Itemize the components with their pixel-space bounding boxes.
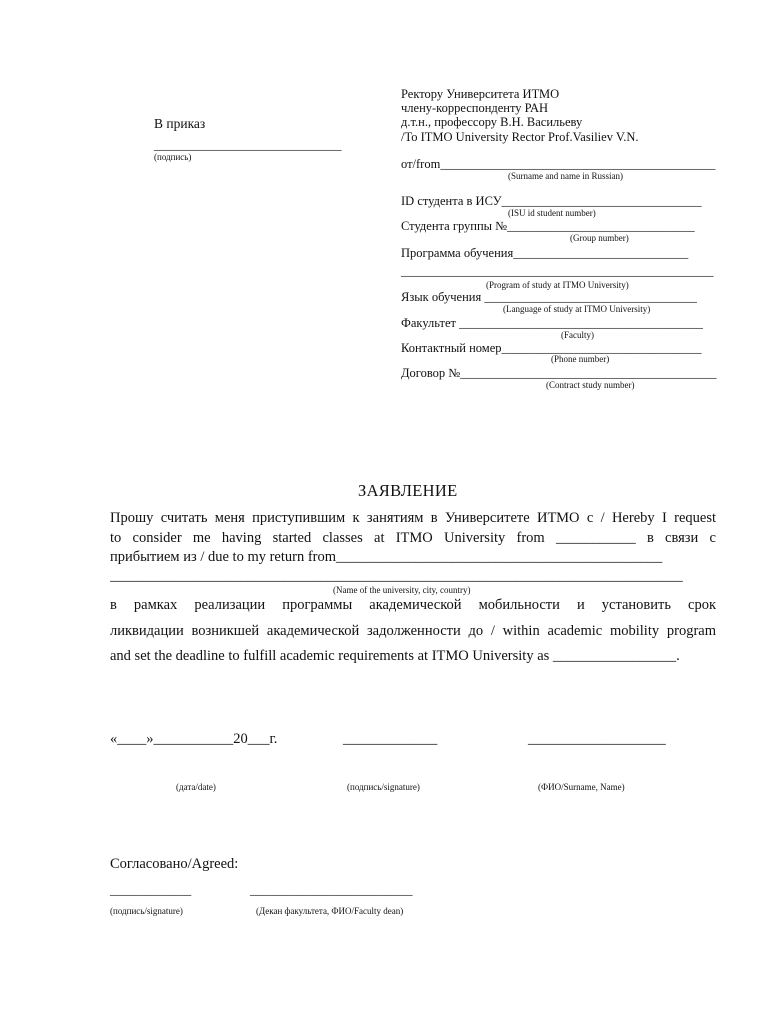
addressee-line-1: Ректору Университета ИТМО <box>401 87 560 101</box>
date-caption: (дата/date) <box>176 782 216 792</box>
field-language-line[interactable]: __________________________________ <box>484 290 697 304</box>
date-field[interactable]: «____»___________20___г. <box>110 731 278 747</box>
body-line-5: в рамках реализации программы академической мобильности и установить срок <box>110 597 716 613</box>
field-contract-line[interactable]: _________________________________________ <box>460 366 717 380</box>
field-from-caption: (Surname and name in Russian) <box>508 171 623 181</box>
field-group-label: Студента группы № <box>401 219 508 233</box>
field-program-line[interactable]: ____________________________ <box>513 246 689 260</box>
addressee-line-2: члену-корреспонденту РАН <box>401 101 549 115</box>
field-program-label: Программа обучения <box>401 246 514 260</box>
agreed-signature-caption: (подпись/signature) <box>110 906 183 916</box>
field-contract-caption: (Contract study number) <box>546 380 635 390</box>
name-caption: (ФИО/Surname, Name) <box>538 782 625 792</box>
field-group-caption: (Group number) <box>570 233 629 243</box>
signature-line[interactable]: _____________ <box>343 731 438 747</box>
body-line-1: Прошу считать меня приступившим к занятиям в Университете ИТМО с / Hereby I request <box>110 510 716 526</box>
field-isu-caption: (ISU id student number) <box>508 208 596 218</box>
field-language-label: Язык обучения <box>401 290 482 304</box>
field-faculty-line[interactable]: _______________________________________ <box>459 316 703 330</box>
field-phone-line[interactable]: ________________________________ <box>501 341 702 355</box>
field-isu-label: ID студента в ИСУ <box>401 194 502 208</box>
field-language[interactable] <box>401 290 697 305</box>
body-caption: (Name of the university, city, country) <box>333 585 471 595</box>
field-contract-label: Договор № <box>401 366 461 380</box>
field-from[interactable] <box>401 157 715 172</box>
field-program-line-2[interactable]: __________________________________________________ <box>401 264 714 278</box>
body-line-4[interactable]: _______________________________________________________________________________ <box>110 568 683 584</box>
dean-name-line[interactable]: __________________________ <box>250 883 413 897</box>
field-group[interactable] <box>401 219 695 234</box>
field-program[interactable] <box>401 246 688 261</box>
body-line-7: and set the deadline to fulfill academic requirements at ITMO University as _________________. <box>110 648 680 664</box>
field-from-label: от/from <box>401 157 441 171</box>
agreed-label: Согласовано/Agreed: <box>110 856 239 872</box>
field-from-line[interactable]: ____________________________________________ <box>440 157 716 171</box>
name-line[interactable]: ___________________ <box>528 731 666 747</box>
field-phone-label: Контактный номер <box>401 341 502 355</box>
dean-caption: (Декан факультета, ФИО/Faculty dean) <box>256 906 404 916</box>
field-faculty-caption: (Faculty) <box>561 330 594 340</box>
field-isu[interactable] <box>401 194 702 209</box>
field-program-caption: (Program of study at ITMO University) <box>486 280 629 290</box>
addressee-line-4: /To ITMO University Rector Prof.Vasiliev V.N. <box>401 130 639 144</box>
order-signature-caption: (подпись) <box>154 152 192 162</box>
addressee-line-3: д.т.н., профессору В.Н. Васильеву <box>401 115 583 129</box>
agreed-signature-line[interactable]: _____________ <box>110 883 192 897</box>
field-language-caption: (Language of study at ITMO University) <box>503 304 651 314</box>
order-label: В приказ <box>154 116 206 131</box>
field-faculty[interactable] <box>401 316 703 331</box>
order-signature-line[interactable]: ______________________________ <box>154 138 342 152</box>
field-isu-line[interactable]: ________________________________ <box>501 194 702 208</box>
field-faculty-label: Факультет <box>401 316 456 330</box>
field-phone-caption: (Phone number) <box>551 354 610 364</box>
document-title: ЗАЯВЛЕНИЕ <box>358 481 458 500</box>
body-line-3: прибытием из / due to my return from_____________________________________________ <box>110 549 663 565</box>
body-line-2: to consider me having started classes at ITMO University from ___________ в связи с <box>110 530 716 546</box>
signature-caption: (подпись/signature) <box>347 782 420 792</box>
field-contract[interactable] <box>401 366 716 381</box>
field-group-line[interactable]: ______________________________ <box>507 219 695 233</box>
body-line-6: ликвидации возникшей академической задолженности до / within academic mobility program <box>110 623 716 639</box>
